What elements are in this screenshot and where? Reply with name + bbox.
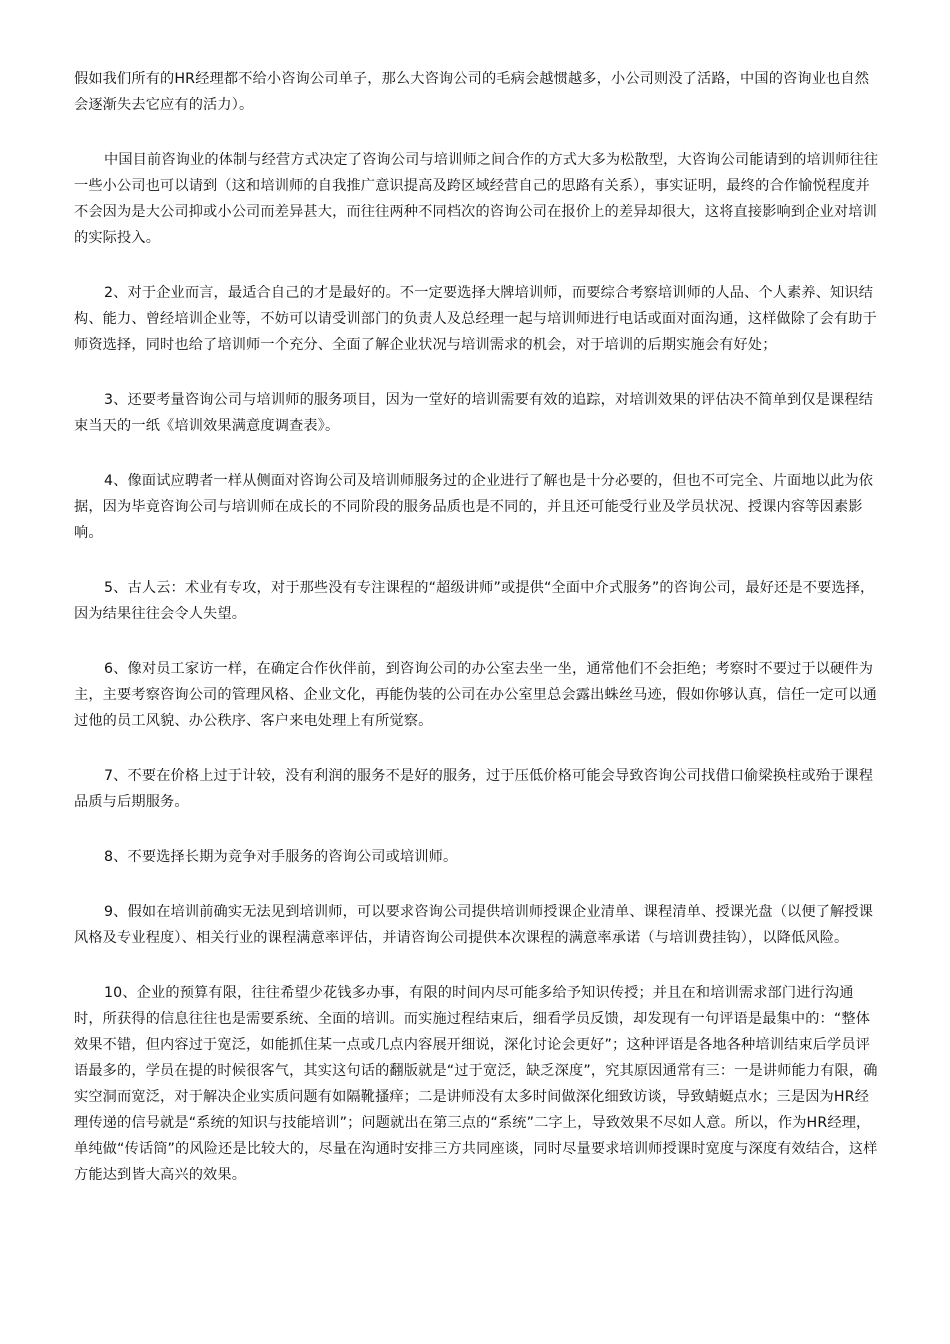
paragraph-point-4: 4、像面试应聘者一样从侧面对咨询公司及培训师服务过的企业进行了解也是十分必要的，但也不可完全、片面地以此为依据，因为毕竟咨询公司与培训师在成长的不同阶段的服务品质也是不同的，并且还可能受行业及学员状况、授课内容等因素影响。 — [74, 473, 874, 541]
paragraph-point-7: 7、不要在价格上过于计较，没有利润的服务不是好的服务，过于压低价格可能会导致咨询公司找借口偷梁换柱或殆于课程品质与后期服务。 — [74, 768, 874, 810]
paragraph-continuation: 假如我们所有的HR经理都不给小咨询公司单子，那么大咨询公司的毛病会越惯越多，小公司则没了活路，中国的咨询业也自然会逐渐失去它应有的活力）。 — [74, 71, 870, 113]
paragraph-point-10: 10、企业的预算有限，往往希望少花钱多办事，有限的时间内尽可能多给予知识传授；并且在和培训需求部门进行沟通时，所获得的信息往往也是需要系统、全面的培训。而实施过程结束后，细看学员反馈，却发现有一句评语是最集中的：“整体效果不错，但内容过于宽泛，如能抓住某一点或几点内容展开细说，深化讨论会更好”；这种评语是各地各种培训结束后学员评语最多的，学员在提的时候很客气，其实这句话的翻版就是“过于宽泛，缺乏深度”，究其原因通常有三：一是讲师能力有限，确实空洞而宽泛，对于解决企业实质问题有如隔靴搔痒；二是讲师没有太多时间做深化细致访谈，导致蜻蜓点水；三是因为HR经理传递的信号就是“系统的知识与技能培训”；问题就出在第三点的“系统”二字上，导致效果不尽如人意。所以，作为HR经理，单纯做“传话筒”的风险还是比较大的，尽量在沟通时安排三方共同座谈，同时尽量要求培训师授课时宽度与深度有效结合，这样方能达到皆大高兴的效果。 — [74, 985, 878, 1183]
paragraph-industry-structure: 中国目前咨询业的体制与经营方式决定了咨询公司与培训师之间合作的方式大多为松散型，大咨询公司能请到的培训师往往一些小公司也可以请到（这和培训师的自我推广意识提高及跨区域经营自己的思路有关系），事实证明，最终的合作愉悦程度并不会因为是大公司抑或小公司而差异甚大，而往往两种不同档次的咨询公司在报价上的差异却很大，这将直接影响到企业对培训的实际投入。 — [74, 152, 879, 246]
document-page — [74, 66, 880, 1217]
paragraph-point-3: 3、还要考量咨询公司与培训师的服务项目，因为一堂好的培训需要有效的追踪，对培训效果的评估决不简单到仅是课程结束当天的一纸《培训效果满意度调查表》。 — [74, 392, 874, 434]
paragraph-point-2: 2、对于企业而言，最适合自己的才是最好的。不一定要选择大牌培训师，而要综合考察培训师的人品、个人素养、知识结构、能力、曾经培训企业等，不妨可以请受训部门的负责人及总经理一起与培训师进行电话或面对面沟通，这样做除了会有助于师资选择，同时也给了培训师一个充分、全面了解企业状况与培训需求的机会，对于培训的后期实施会有好处； — [74, 285, 877, 353]
paragraph-point-5: 5、古人云：术业有专攻，对于那些没有专注课程的“超级讲师”或提供“全面中介式服务”的咨询公司，最好还是不要选择，因为结果往往会令人失望。 — [74, 580, 875, 622]
paragraph-point-8: 8、不要选择长期为竞争对手服务的咨询公司或培训师。 — [104, 849, 458, 865]
paragraph-point-9: 9、假如在培训前确实无法见到培训师，可以要求咨询公司提供培训师授课企业清单、课程清单、授课光盘（以便了解授课风格及专业程度）、相关行业的课程满意率评估，并请咨询公司提供本次课程的满意率承诺（与培训费挂钩），以降低风险。 — [74, 904, 874, 946]
paragraph-point-6: 6、像对员工家访一样，在确定合作伙伴前，到咨询公司的办公室去坐一坐，通常他们不会拒绝；考察时不要过于以硬件为主，主要考察咨询公司的管理风格、企业文化，再能伪装的公司在办公室里总会露出蛛丝马迹，假如你够认真，信任一定可以通过他的员工风貌、办公秩序、客户来电处理上有所觉察。 — [74, 661, 877, 729]
